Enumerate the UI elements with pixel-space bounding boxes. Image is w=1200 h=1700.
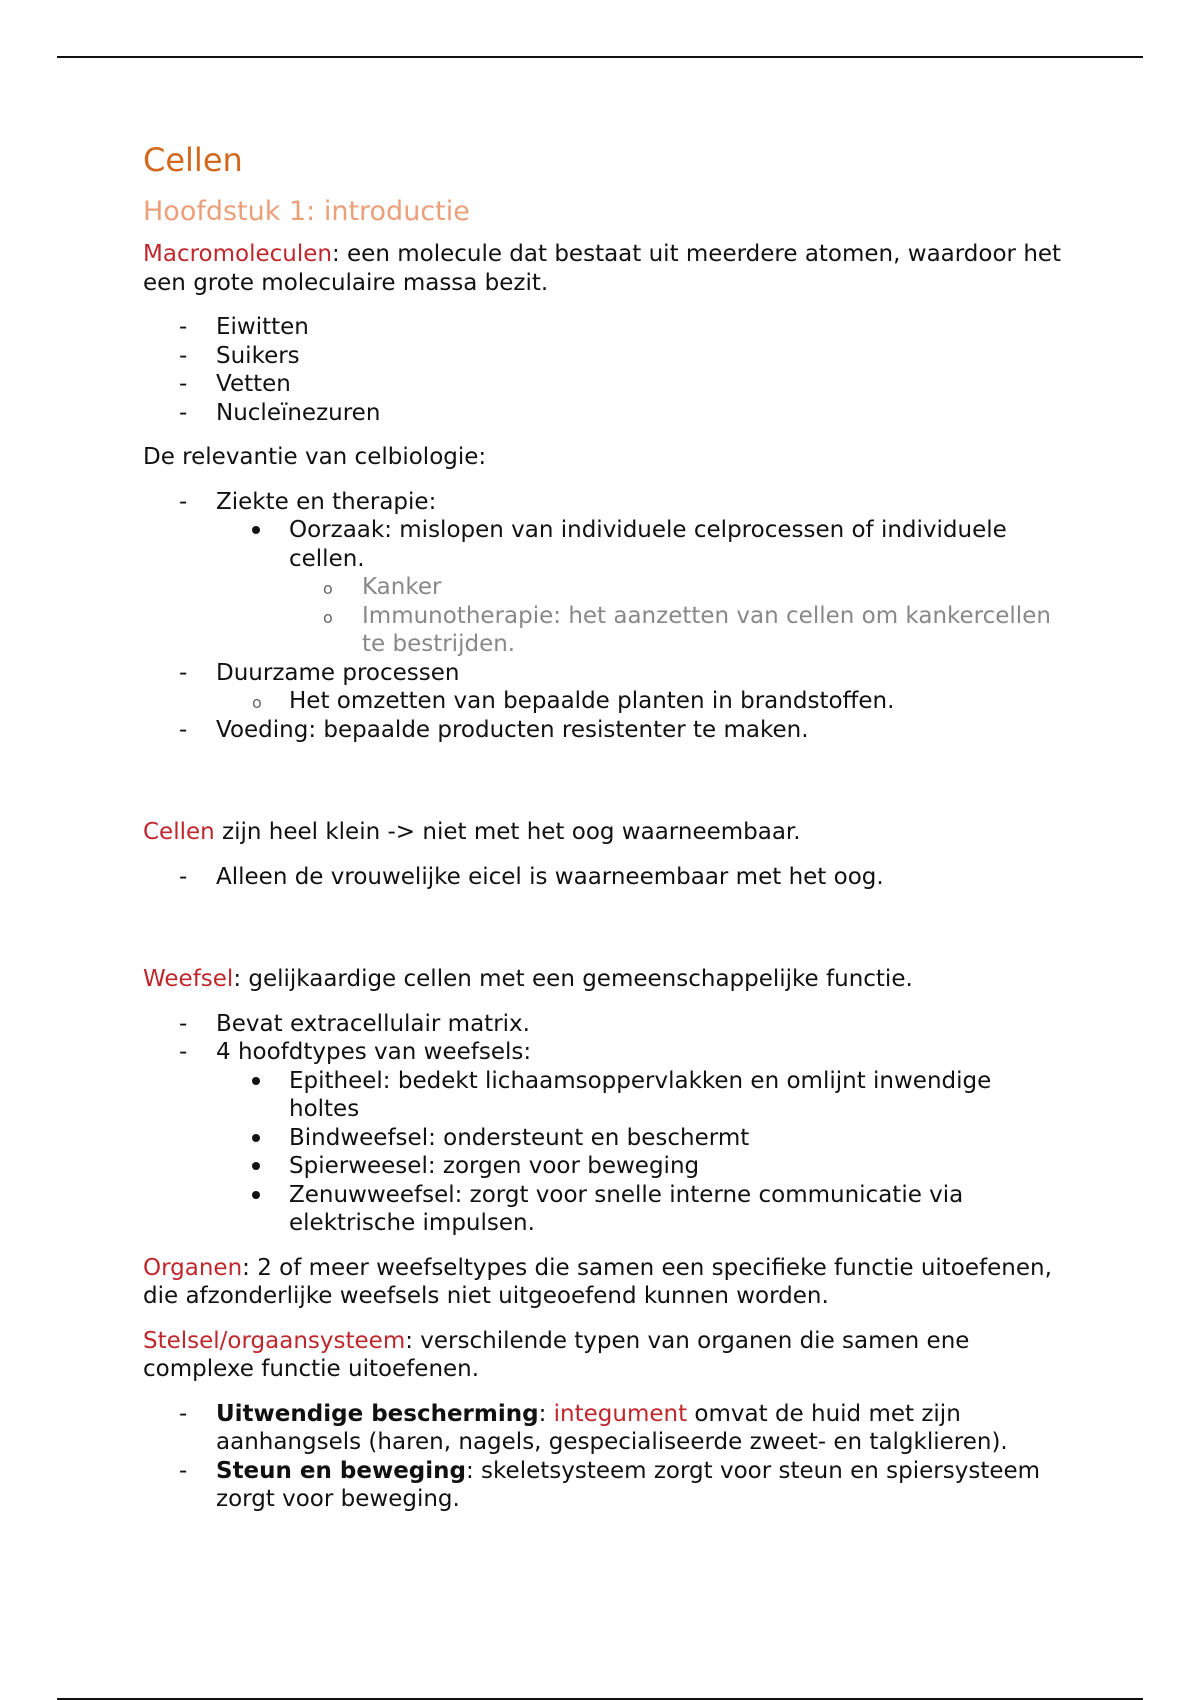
tissue-list: [143, 1010, 1063, 1238]
dash-marker: -: [179, 716, 188, 743]
cells-paragraph: Cellen zijn heel klein -> niet met het oog waarneembaar.: [143, 819, 801, 845]
dash-marker: -: [179, 1010, 188, 1037]
dash-marker: -: [179, 342, 188, 369]
dash-marker: -: [179, 1457, 188, 1484]
list-item: Oorzaak: mislopen van individuele celprocessen of individuele cellen. o Kanker o Immunotherapie: het aanzetten van cellen om kankercellen te bestrijden.: [216, 516, 1063, 659]
list-item: Spierweesel: zorgen voor beweging: [216, 1152, 1063, 1181]
page-title: Cellen: [143, 141, 243, 179]
cells-term: Cellen: [143, 819, 215, 845]
bullet-icon: [252, 1191, 260, 1199]
integument-term: integument: [553, 1400, 688, 1427]
organs-term: Organen: [143, 1254, 243, 1281]
bullet-icon: [252, 1162, 260, 1170]
list-item: - Steun en beweging: skeletsysteem zorgt voor steun en spiersysteem zorgt voor beweging.: [179, 1457, 1041, 1512]
list-item: - Eiwitten: [179, 314, 309, 340]
dash-marker: -: [179, 659, 188, 686]
system-paragraph: Stelsel/orgaansysteem: verschilende typen van organen die samen ene complexe functie uitoefenen.: [143, 1327, 970, 1382]
dash-marker: -: [179, 863, 188, 890]
list-item: o Immunotherapie: het aanzetten van cellen om kankercellen te bestrijden.: [323, 602, 1051, 657]
system-list: [143, 1400, 1063, 1514]
list-item: - Nucleïnezuren: [179, 399, 381, 426]
dash-marker: -: [179, 399, 188, 426]
top-rule: [57, 56, 1143, 58]
list-item: - Vetten: [179, 371, 291, 397]
dash-marker: -: [179, 314, 188, 340]
dash-marker: -: [179, 371, 188, 397]
list-item: - Ziekte en therapie: Oorzaak: mislopen van individuele celprocessen of individuele cellen. o Kanker o Immunotherapie: het aanzetten van cellen om kankercellen te bestrijden.: [143, 488, 1063, 659]
list-item: Bindweefsel: ondersteunt en beschermt: [216, 1124, 1063, 1153]
macro-list: [143, 313, 1063, 427]
bullet-icon: [252, 1077, 260, 1085]
dash-marker: -: [179, 488, 188, 515]
macro-paragraph: [143, 240, 1063, 297]
macro-definition: : een molecule dat bestaat uit meerdere atomen, waardoor het een grote moleculaire massa bezit.: [143, 241, 1062, 296]
bullet-icon: [252, 526, 260, 534]
dash-marker: -: [179, 1039, 188, 1065]
spacer: [143, 760, 1063, 818]
list-item: Epitheel: bedekt lichaamsoppervlakken en omlijnt inwendige holtes: [216, 1067, 1063, 1124]
list-item: Zenuwweefsel: zorgt voor snelle interne communicatie via elektrische impulsen.: [216, 1181, 1063, 1238]
circle-marker: o: [252, 693, 262, 712]
list-item: - Bevat extracellulair matrix.: [179, 1010, 530, 1037]
tissue-paragraph: Weefsel: gelijkaardige cellen met een gemeenschappelijke functie.: [143, 966, 913, 992]
chapter-heading: Hoofdstuk 1: introductie: [143, 196, 470, 227]
list-item: - Duurzame processen o Het omzetten van bepaalde planten in brandstoffen.: [143, 659, 1063, 716]
list-item: - Alleen de vrouwelijke eicel is waarneembaar met het oog.: [179, 863, 884, 890]
macro-term: Macromoleculen: [143, 241, 332, 267]
circle-marker: o: [323, 579, 333, 598]
cells-list: [143, 863, 1063, 892]
spacer: [143, 907, 1063, 965]
list-item: - 4 hoofdtypes van weefsels: Epitheel: bedekt lichaamsoppervlakken en omlijnt inwendige holtes Bindweefsel: ondersteunt en beschermt Spierweesel: zorgen voor beweging Zenuwweefsel: zorgt voor snelle interne communicatie via elektrische impulsen.: [143, 1038, 1063, 1238]
list-item: - Suikers: [179, 342, 300, 369]
bullet-icon: [252, 1134, 260, 1142]
list-item: - Voeding: bepaalde producten resistenter te maken.: [179, 716, 809, 743]
tissue-term: Weefsel: [143, 966, 234, 992]
relevance-list: [143, 488, 1063, 745]
dash-marker: -: [179, 1400, 188, 1427]
document-body: [143, 136, 1063, 1530]
list-item: o Kanker: [289, 573, 1063, 602]
system-term: Stelsel/orgaansysteem: [143, 1327, 406, 1354]
list-item: o Het omzetten van bepaalde planten in brandstoffen.: [216, 687, 1063, 716]
list-item: - Uitwendige bescherming: integument omvat de huid met zijn aanhangsels (haren, nagels, gespecialiseerde zweet- en talgklieren).: [179, 1400, 1008, 1455]
relevance-intro: De relevantie van celbiologie:: [143, 444, 487, 470]
circle-marker: o: [323, 607, 333, 627]
organs-paragraph: Organen: 2 of meer weefseltypes die samen een specifieke functie uitoefenen, die afzonderlijke weefsels niet uitgeoefend kunnen worden.: [143, 1254, 1052, 1309]
